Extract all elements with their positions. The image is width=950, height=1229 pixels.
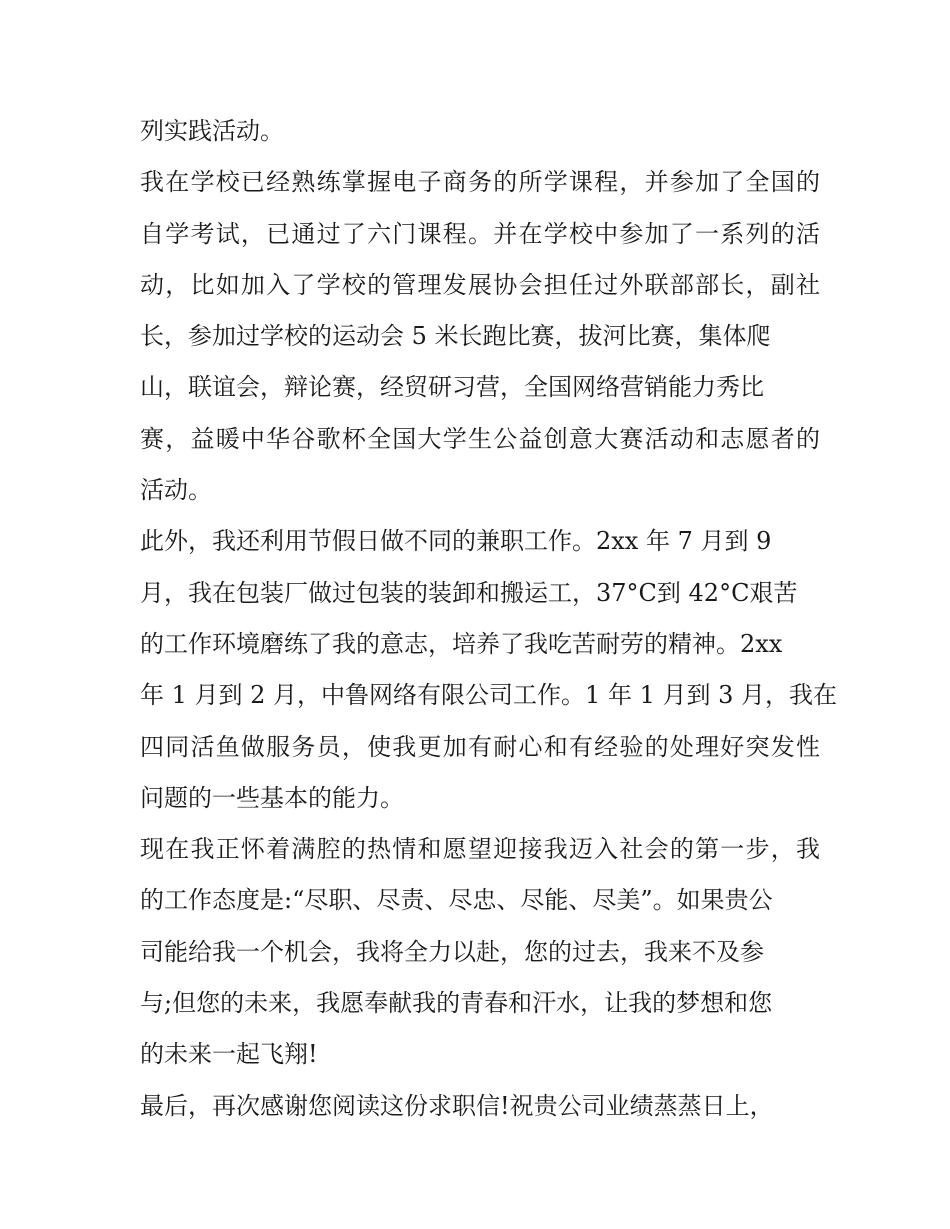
text-line: 活动。 xyxy=(140,476,212,505)
text-line: 与;但您的未来，我愿奉献我的青春和汗水，让我的梦想和您 xyxy=(140,989,773,1018)
text-line: 动，比如加入了学校的管理发展协会担任过外联部部长，副社 xyxy=(140,270,820,299)
text-line: 司能给我一个机会，我将全力以赴，您的过去，我来不及参 xyxy=(140,937,764,966)
text-line: 问题的一些基本的能力。 xyxy=(140,783,404,812)
text-line: 的工作态度是:“尽职、尽责、尽忠、尽能、尽美”。如果贵公 xyxy=(140,886,773,915)
text-line: 自学考试，已通过了六门课程。并在学校中参加了一系列的活 xyxy=(140,219,820,248)
text-line: 列实践活动。 xyxy=(140,117,284,145)
text-line: 此外，我还利用节假日做不同的兼职工作。2xx 年 7 月到 9 xyxy=(140,527,772,556)
text-line: 的未来一起飞翔! xyxy=(140,1040,318,1069)
text-line: 最后，再次感谢您阅读这份求职信!祝贵公司业绩蒸蒸日上， xyxy=(140,1091,774,1120)
text-line: 四同活鱼做服务员，使我更加有耐心和有经验的处理好突发性 xyxy=(140,732,820,761)
text-line: 现在我正怀着满腔的热情和愿望迎接我迈入社会的第一步，我 xyxy=(140,835,820,864)
text-line: 长，参加过学校的运动会 5 米长跑比赛，拔河比赛，集体爬 xyxy=(140,322,771,351)
text-line: 年 1 月到 2 月，中鲁网络有限公司工作。1 年 1 月到 3 月，我在 xyxy=(140,681,838,710)
text-line: 赛，益暖中华谷歌杯全国大学生公益创意大赛活动和志愿者的 xyxy=(140,424,820,453)
text-line: 的工作环境磨练了我的意志，培养了我吃苦耐劳的精神。2xx xyxy=(140,629,783,658)
text-line: 山，联谊会，辩论赛，经贸研习营，全国网络营销能力秀比 xyxy=(140,373,764,402)
text-line: 我在学校已经熟练掌握电子商务的所学课程，并参加了全国的 xyxy=(140,168,820,197)
text-line: 月，我在包装厂做过包装的装卸和搬运工，37°C到 42°C艰苦 xyxy=(140,578,798,607)
letter-body xyxy=(140,106,838,1132)
